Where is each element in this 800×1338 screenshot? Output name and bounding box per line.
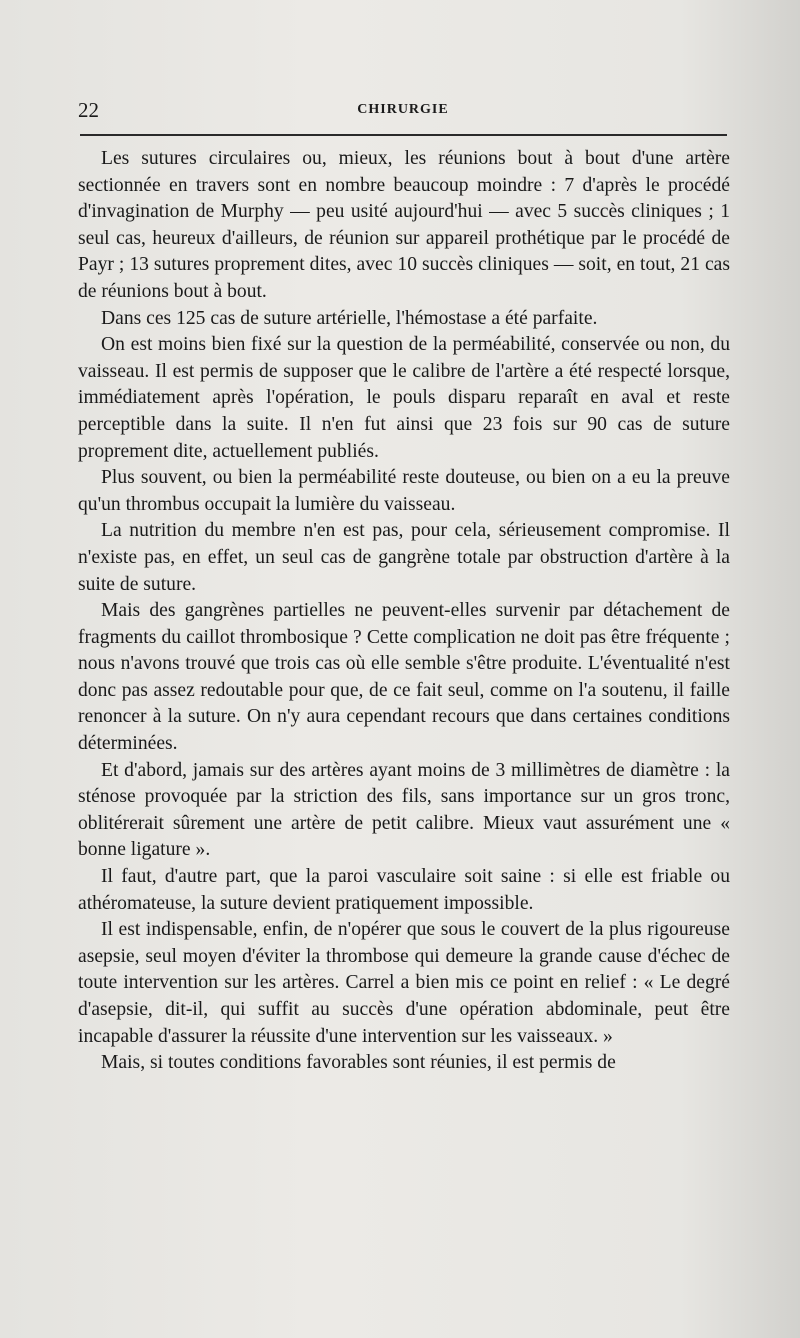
paragraph-diameter: Et d'abord, jamais sur des artères ayant moins de 3 millimètres de diamètre : la sténose provoquée par la striction des fils, sans importance sur un gros tronc, oblitérerait sûrement une artère de petit calibre. Mieux vaut assurément une « bonne ligature ».: [78, 759, 730, 861]
paragraph-hemostasis: Dans ces 125 cas de suture artérielle, l'hémostase a été parfaite.: [101, 307, 598, 329]
paragraph-thrombus: Plus souvent, ou bien la perméabilité reste douteuse, ou bien on a eu la preuve qu'un thrombus occupait la lumière du vaisseau.: [78, 467, 730, 515]
paragraph-partial-gangrene: Mais des gangrènes partielles ne peuvent-elles survenir par détachement de fragments du caillot thrombosique ? Cette complication ne doit pas être fréquente ; nous n'avons trouvé que trois cas où elle semble s'être produite. L'éventualité n'est donc pas assez redoutable pour que, de ce fait seul, comme on l'a soutenu, il faille renoncer à la suture. On n'y aura cependant recours que dans certaines conditions déterminées.: [78, 600, 730, 755]
running-title: CHIRURGIE: [357, 102, 449, 117]
paragraph-asepsis: Il est indispensable, enfin, de n'opérer que sous le couvert de la plus rigoureuse asepsie, seul moyen d'éviter la thrombose qui demeure la grande cause d'échec de toute intervention sur les artères. Carrel a bien mis ce point en relief : « Le degré d'asepsie, dit-il, qui suffit au succès d'une opération abdominale, peut être incapable d'assurer la réussite d'une intervention sur les vaisseaux. »: [78, 919, 730, 1047]
page-number: 22: [78, 98, 99, 122]
paragraph-conclusion: Mais, si toutes conditions favorables sont réunies, il est permis de: [101, 1052, 616, 1074]
page-header: [78, 98, 728, 122]
paragraph-permeability: On est moins bien fixé sur la question de la perméabilité, conservée ou non, du vaisseau. Il est permis de supposer que le calibre de l'artère a été respecté lorsque, immédiatement après l'opération, le pouls disparu reparaît en aval et reste perceptible dans la suite. Il n'en fut ainsi que 23 fois sur 90 cas de suture proprement dite, actuellement publiés.: [78, 334, 730, 462]
header-rule: [80, 134, 727, 136]
paragraph-circular-sutures: Les sutures circulaires ou, mieux, les réunions bout à bout d'une artère sectionnée en travers sont en nombre beaucoup moindre : 7 d'après le procédé d'invagination de Murphy — peu usité aujourd'hui — avec 5 succès cliniques ; 1 seul cas, heureux d'ailleurs, de réunion sur appareil prothétique par le procédé de Payr ; 13 sutures proprement dites, avec 10 succès cliniques — soit, en tout, 21 cas de réunions bout à bout.: [78, 148, 730, 302]
paragraph-vessel-wall: Il faut, d'autre part, que la paroi vasculaire soit saine : si elle est friable ou athéromateuse, la suture devient pratiquement impossible.: [78, 866, 730, 914]
paragraph-nutrition: La nutrition du membre n'en est pas, pour cela, sérieusement compromise. Il n'existe pas, en effet, un seul cas de gangrène totale par obstruction d'artère à la suite de suture.: [78, 520, 730, 595]
body-text: [78, 146, 730, 1077]
